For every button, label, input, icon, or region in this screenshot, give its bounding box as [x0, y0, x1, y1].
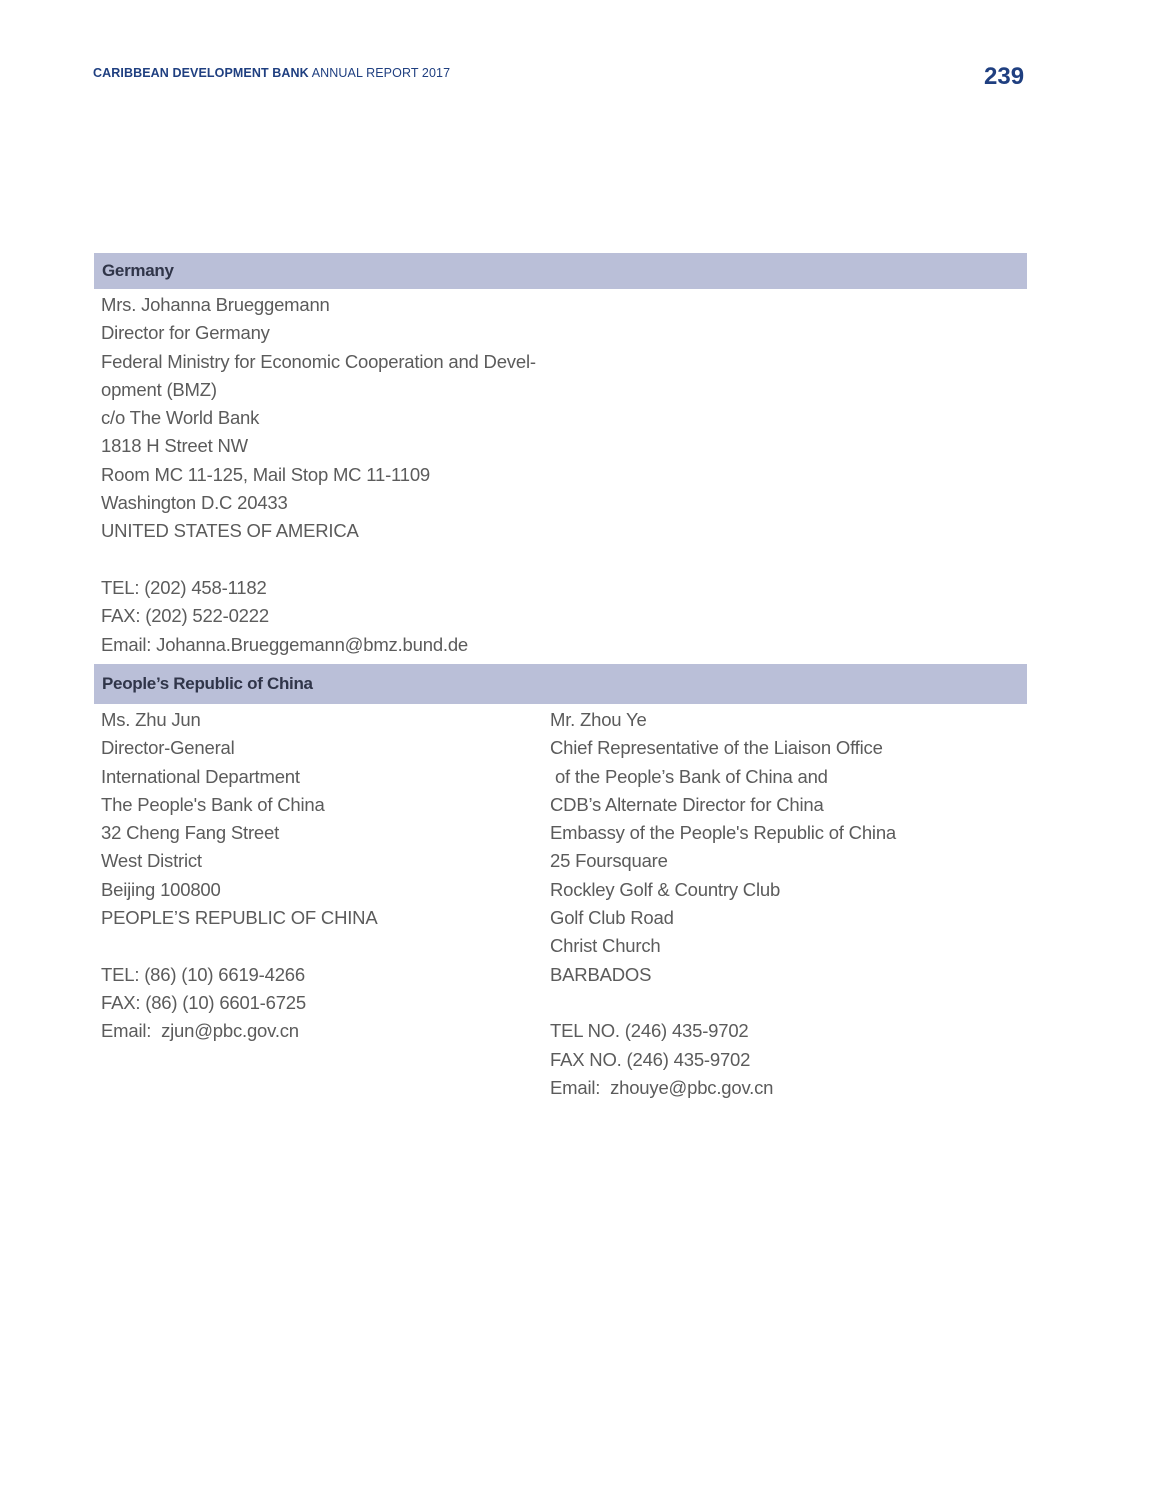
section-header-china — [94, 664, 1027, 704]
phone-line: TEL: (202) 458-1182 — [101, 576, 267, 598]
address-line: 32 Cheng Fang Street — [101, 822, 280, 844]
address-line: Room MC 11-125, Mail Stop MC 11-1109 — [101, 463, 431, 485]
spacer — [550, 989, 896, 1017]
address-line: Mrs. Johanna Brueggemann — [101, 294, 330, 315]
address-line: c/o The World Bank — [101, 407, 260, 429]
address-line: PEOPLE’S REPUBLIC OF CHINA — [101, 907, 378, 929]
address-line: Federal Ministry for Economic Cooperation and Devel- — [101, 350, 536, 372]
section-title-germany: Germany — [102, 261, 174, 280]
fax-line: FAX: (86) (10) 6601-6725 — [101, 991, 306, 1013]
address-line: UNITED STATES OF AMERICA — [101, 520, 359, 542]
china-left-contact-block — [101, 706, 377, 1046]
address-line: Washington D.C 20433 — [101, 492, 288, 514]
running-header — [93, 66, 450, 80]
phone-line: TEL: (86) (10) 6619-4266 — [101, 963, 305, 985]
address-line: Christ Church — [550, 935, 661, 957]
section-header-germany — [94, 253, 1027, 289]
address-line: 1818 H Street NW — [101, 435, 248, 457]
section-title-china: People’s Republic of China — [102, 674, 313, 693]
address-line: Golf Club Road — [550, 907, 674, 929]
address-line: Embassy of the People's Republic of China — [550, 822, 897, 844]
email-line: Email: Johanna.Brueggemann@bmz.bund.de — [101, 633, 469, 655]
address-line: Rockley Golf & Country Club — [550, 878, 781, 900]
germany-contact-block — [101, 291, 536, 659]
address-line: CDB’s Alternate Director for China — [550, 793, 824, 815]
fax-line: FAX: (202) 522-0222 — [101, 605, 269, 627]
header-report: ANNUAL REPORT 2017 — [311, 66, 451, 80]
spacer — [101, 546, 536, 574]
email-line: Email: zjun@pbc.gov.cn — [101, 1020, 299, 1042]
address-line: The People's Bank of China — [101, 793, 325, 815]
spacer — [101, 932, 377, 960]
address-line: Mr. Zhou Ye — [550, 709, 647, 730]
address-line: International Department — [101, 765, 300, 787]
address-line: Director-General — [101, 737, 235, 759]
header-brand: CARIBBEAN DEVELOPMENT BANK — [93, 66, 309, 80]
address-line: Chief Representative of the Liaison Office — [550, 737, 883, 759]
fax-line: FAX NO. (246) 435-9702 — [550, 1048, 751, 1070]
address-line: Director for Germany — [101, 322, 270, 344]
address-line: West District — [101, 850, 202, 872]
address-line: BARBADOS — [550, 963, 652, 985]
china-right-contact-block — [550, 706, 896, 1102]
address-line: Ms. Zhu Jun — [101, 709, 201, 730]
page-number: 239 — [984, 63, 1025, 90]
phone-line: TEL NO. (246) 435-9702 — [550, 1020, 749, 1042]
address-line: of the People’s Bank of China and — [550, 765, 828, 787]
address-line: Beijing 100800 — [101, 878, 221, 900]
address-line: 25 Foursquare — [550, 850, 668, 872]
address-line: opment (BMZ) — [101, 378, 217, 400]
email-line: Email: zhouye@pbc.gov.cn — [550, 1076, 774, 1098]
